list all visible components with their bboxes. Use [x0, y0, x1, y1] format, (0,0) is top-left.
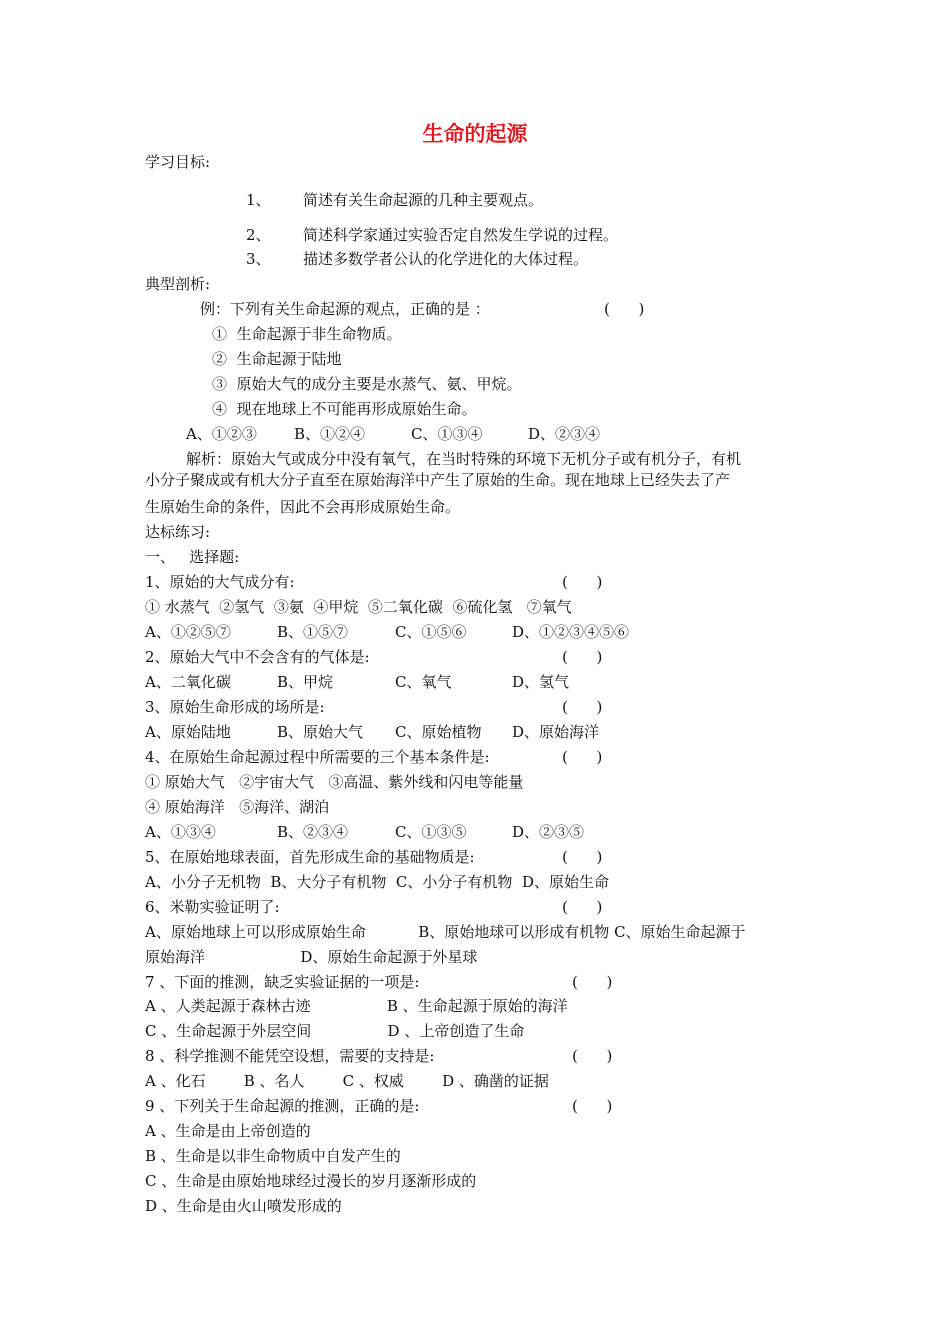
question-option: B 、生命是以非生命物质中自发产生的 — [145, 1147, 401, 1165]
question-options: A 、化石 B 、名人 C 、权威 D 、确凿的证据 — [145, 1072, 549, 1090]
question-option: A 、生命是由上帝创造的 — [145, 1122, 311, 1140]
example-analysis: 生原始生命的条件，因此不会再形成原始生命。 — [145, 498, 461, 516]
question-option: C、①⑤⑥ — [395, 623, 467, 641]
example-statement: ④ 现在地球上不可能再形成原始生命。 — [212, 400, 477, 418]
question-option: D 、生命是由火山喷发形成的 — [145, 1197, 342, 1215]
question-option: D、①②③④⑤⑥ — [512, 623, 630, 641]
answer-blank: ( ) — [562, 848, 603, 866]
question-option: B、①⑤⑦ — [277, 623, 349, 641]
objective-text: 简述科学家通过实验否定自然发生学说的过程。 — [303, 226, 619, 244]
question-options: A、原始地球上可以形成原始生命 B、原始地球可以形成有机物 C、原始生命起源于 — [145, 923, 746, 941]
answer-blank: ( ) — [562, 648, 603, 666]
question-items: ① 原始大气 ②宇宙大气 ③高温、紫外线和闪电等能量 — [145, 773, 524, 791]
question-stem: 9 、下列关于生命起源的推测，正确的是: — [145, 1097, 420, 1115]
answer-blank: ( ) — [604, 300, 645, 318]
example-stem: 例：下列有关生命起源的观点，正确的是 ： — [200, 300, 490, 318]
question-option: C、原始植物 — [395, 723, 482, 741]
question-option: D、②③⑤ — [512, 823, 585, 841]
question-option: C、①③⑤ — [395, 823, 467, 841]
objective-text: 简述有关生命起源的几种主要观点。 — [303, 191, 544, 209]
question-stem: 3、原始生命形成的场所是: — [145, 698, 325, 716]
section-heading: 一、 选择题: — [145, 548, 240, 566]
analysis-heading: 典型剖析: — [145, 275, 211, 293]
answer-blank: ( ) — [572, 973, 613, 991]
question-option: B、原始大气 — [277, 723, 364, 741]
answer-blank: ( ) — [572, 1047, 613, 1065]
answer-blank: ( ) — [572, 1097, 613, 1115]
example-option: D、②③④ — [528, 425, 601, 443]
answer-blank: ( ) — [562, 698, 603, 716]
question-option: D、氢气 — [512, 673, 570, 691]
example-analysis: 小分子聚成或有机大分子直至在原始海洋中产生了原始的生命。现在地球上已经失去了产 — [145, 471, 731, 489]
question-option: A、①②⑤⑦ — [145, 623, 231, 641]
question-option: C 、生命是由原始地球经过漫长的岁月逐渐形成的 — [145, 1172, 477, 1190]
example-option: C、①③④ — [411, 425, 483, 443]
answer-blank: ( ) — [562, 898, 603, 916]
practice-heading: 达标练习: — [145, 523, 211, 541]
page-title: 生命的起源 — [422, 122, 528, 146]
example-option: B、①②④ — [294, 425, 366, 443]
question-stem: 7 、下面的推测，缺乏实验证据的一项是: — [145, 973, 420, 991]
objective-number: 2、 — [246, 226, 271, 244]
question-options: A、小分子无机物 B、大分子有机物 C、小分子有机物 D、原始生命 — [145, 873, 609, 891]
example-statement: ② 生命起源于陆地 — [212, 350, 342, 368]
example-statement: ① 生命起源于非生命物质。 — [212, 325, 402, 343]
question-option: A、①③④ — [145, 823, 216, 841]
question-options: A 、人类起源于森林古迹 B 、生命起源于原始的海洋 — [145, 997, 568, 1015]
question-stem: 5、在原始地球表面，首先形成生命的基础物质是: — [145, 848, 475, 866]
example-analysis: 解析：原始大气或成分中没有氧气，在当时特殊的环境下无机分子或有机分子，有机 — [186, 450, 742, 468]
question-option: A、原始陆地 — [145, 723, 231, 741]
question-stem: 8 、科学推测不能凭空设想，需要的支持是: — [145, 1047, 435, 1065]
objective-text: 描述多数学者公认的化学进化的大体过程。 — [303, 250, 589, 268]
objectives-heading: 学习目标: — [145, 153, 211, 171]
question-stem: 4、在原始生命起源过程中所需要的三个基本条件是: — [145, 748, 490, 766]
question-stem: 2、原始大气中不会含有的气体是: — [145, 648, 370, 666]
question-option: B、②③④ — [277, 823, 349, 841]
objective-number: 1、 — [246, 191, 271, 209]
answer-blank: ( ) — [562, 748, 603, 766]
question-items: ④ 原始海洋 ⑤海洋、湖泊 — [145, 798, 330, 816]
example-statement: ③ 原始大气的成分主要是水蒸气、氨、甲烷。 — [212, 375, 522, 393]
example-option: A、①②③ — [186, 425, 257, 443]
question-items: ① 水蒸气 ②氢气 ③氨 ④甲烷 ⑤二氧化碳 ⑥硫化氢 ⑦氧气 — [145, 598, 572, 616]
objective-number: 3、 — [246, 250, 271, 268]
question-option: B、甲烷 — [277, 673, 334, 691]
question-stem: 6、米勒实验证明了: — [145, 898, 280, 916]
question-option: C、氧气 — [395, 673, 452, 691]
question-options: 原始海洋 D、原始生命起源于外星球 — [145, 948, 478, 966]
question-stem: 1、原始的大气成分有: — [145, 573, 295, 591]
answer-blank: ( ) — [562, 573, 603, 591]
question-option: A、二氧化碳 — [145, 673, 231, 691]
question-option: D、原始海洋 — [512, 723, 600, 741]
question-options: C 、生命起源于外层空间 D 、上帝创造了生命 — [145, 1022, 525, 1040]
